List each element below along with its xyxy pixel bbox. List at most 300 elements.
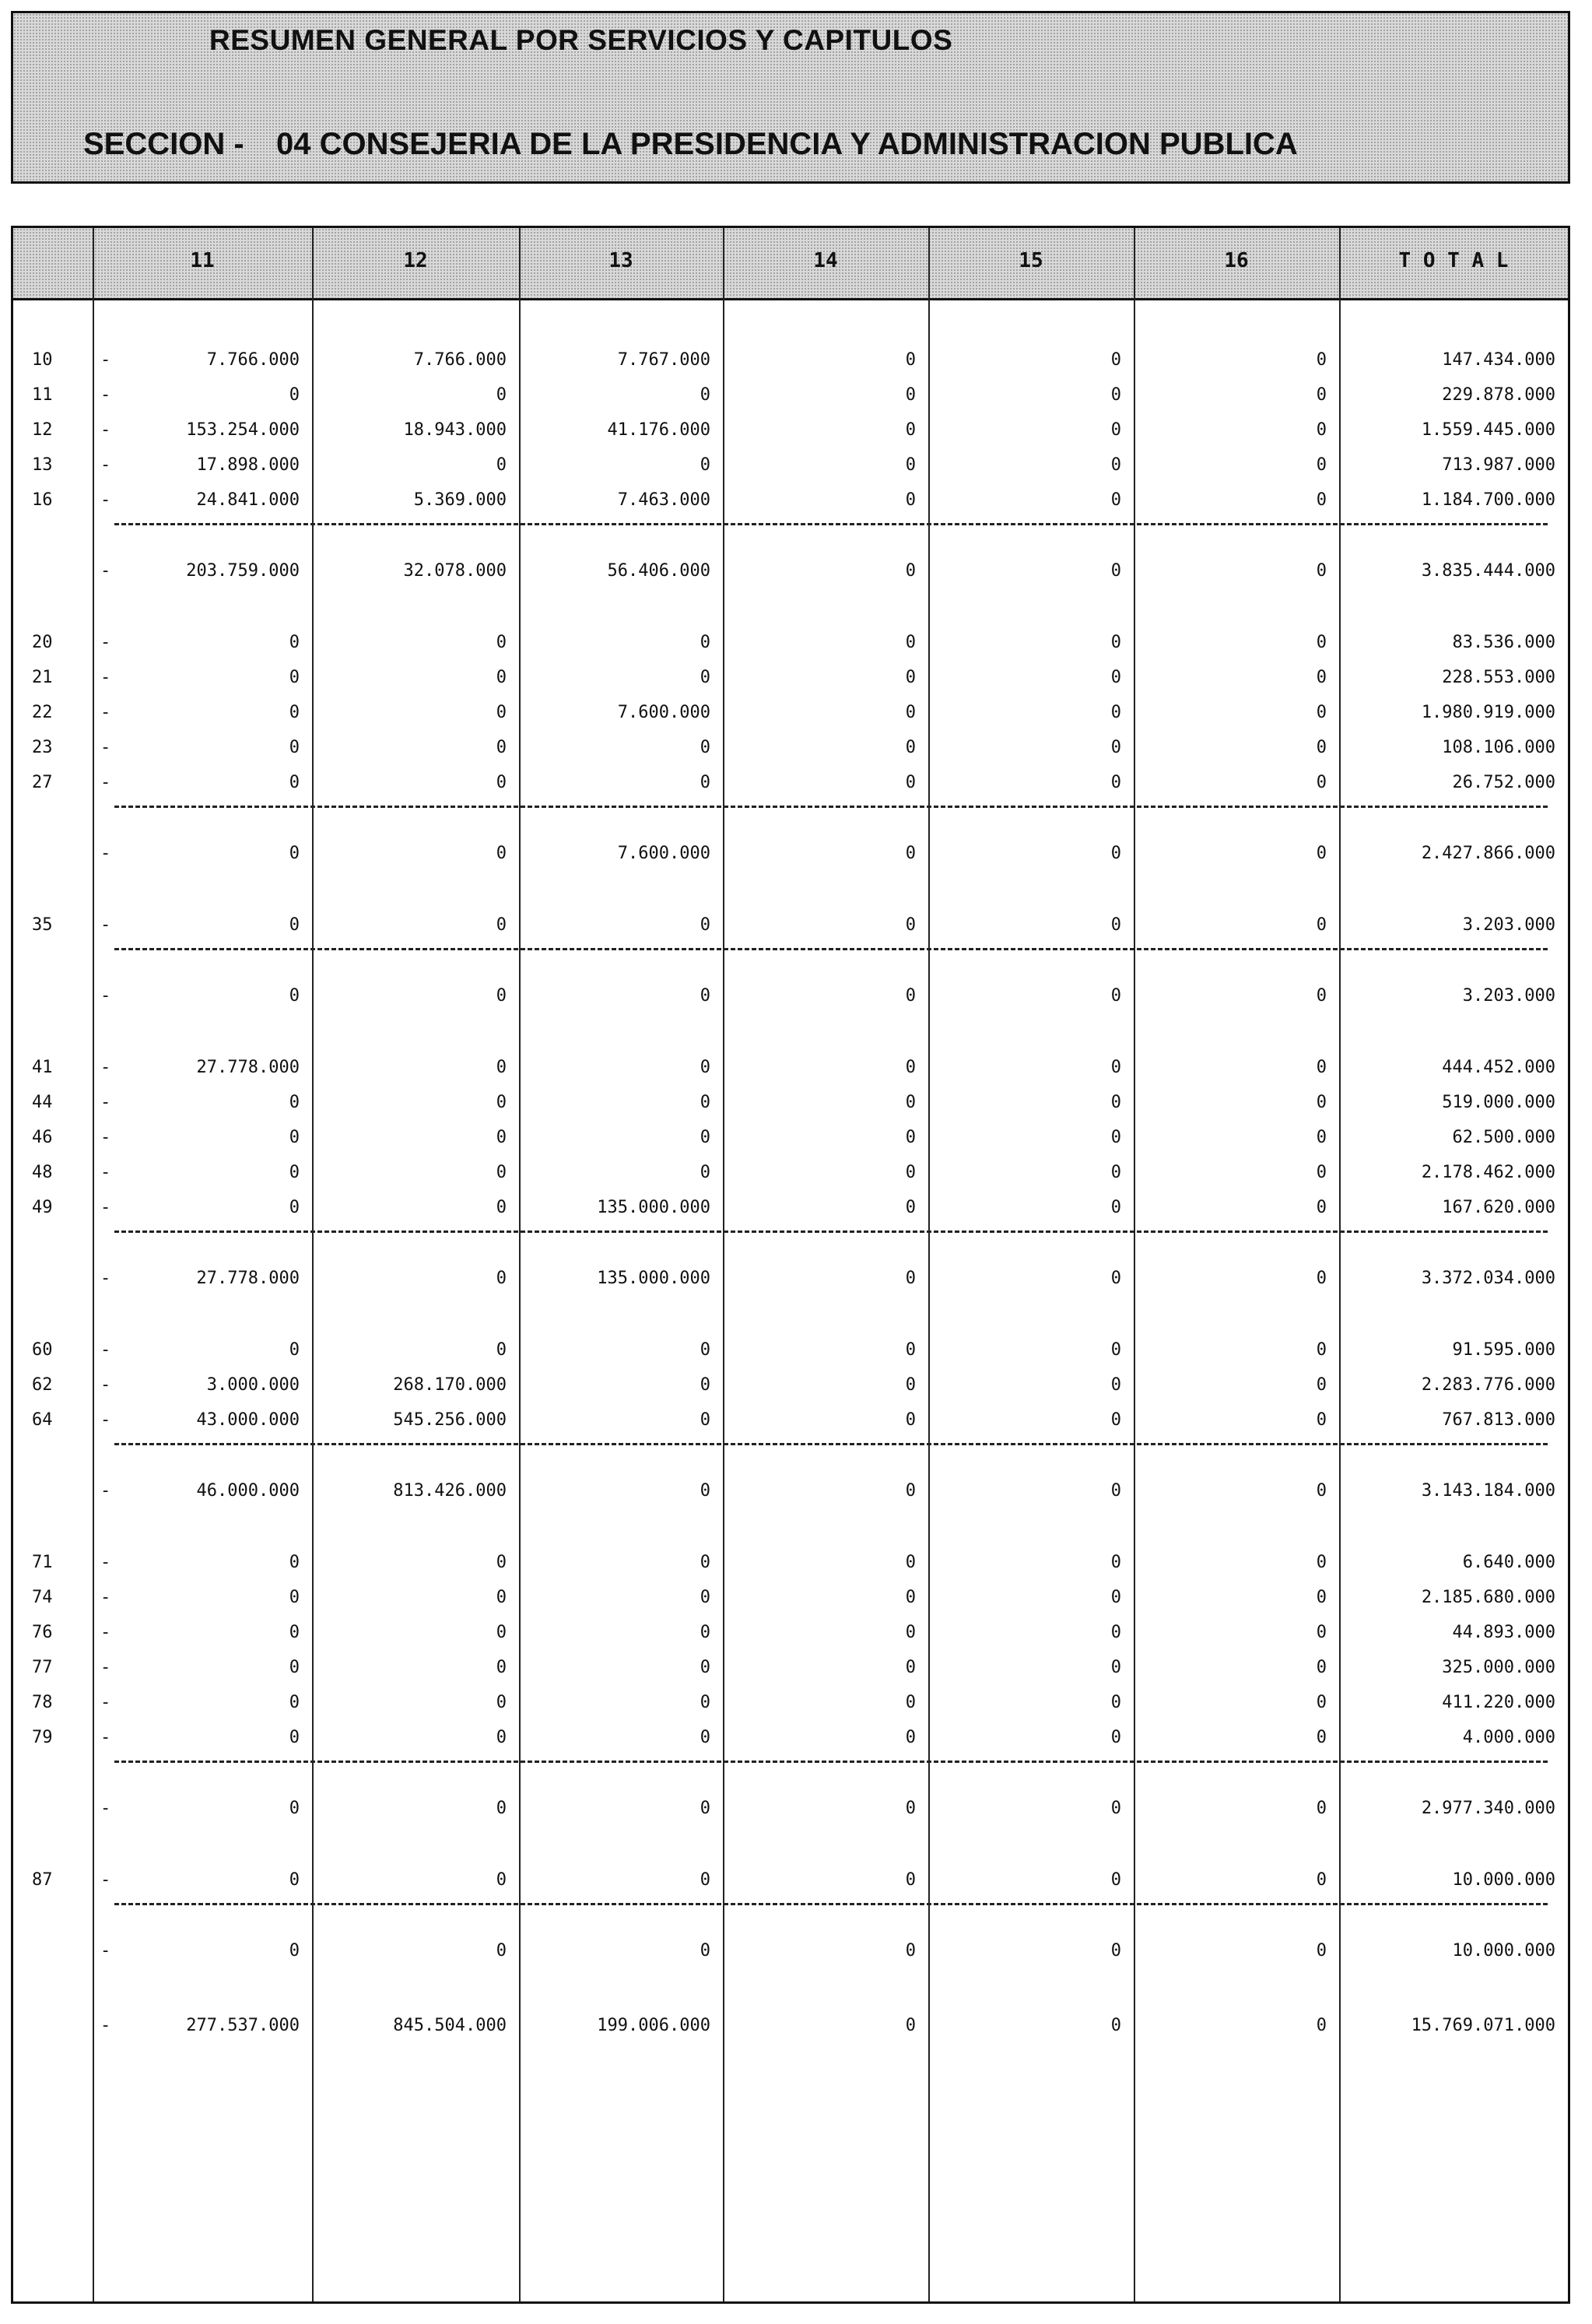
value-cell: 0 [1316,668,1327,687]
value-cell: 0 [1316,1553,1327,1572]
table-row [13,1651,1568,1685]
subtotal-separator [114,1230,1548,1233]
value-cell: 277.537.000 [186,2016,300,2035]
value-cell: 0 [905,1340,916,1360]
column-header: 14 [813,249,838,272]
row-dash: - [100,773,111,792]
value-cell: 0 [1316,1941,1327,1961]
chapter-code: 78 [32,1693,53,1712]
value-cell: 0 [496,1623,507,1642]
value-cell: 0 [905,420,916,440]
chapter-code: 87 [32,1870,53,1890]
value-cell: 0 [496,1728,507,1747]
value-cell: 0 [289,1588,300,1607]
table-row [13,1086,1568,1120]
table-row [13,626,1568,660]
value-cell: 0 [289,1728,300,1747]
value-cell: 7.600.000 [617,844,710,863]
value-cell: 27.778.000 [196,1269,300,1288]
value-cell: 0 [1110,1058,1121,1077]
value-cell: 0 [496,385,507,405]
report-header [11,11,1570,184]
value-cell: 0 [700,738,710,757]
value-cell: 0 [1316,1198,1327,1217]
value-cell: 0 [496,1198,507,1217]
row-dash: - [100,703,111,722]
chapter-code: 22 [32,703,53,722]
row-dash: - [100,1410,111,1430]
subtotal-separator [114,948,1548,950]
value-cell: 0 [1316,1728,1327,1747]
value-cell: 0 [289,1340,300,1360]
value-cell: 0 [700,455,710,475]
subtotal-row [13,1934,1568,1968]
value-cell: 0 [1110,385,1121,405]
value-cell: 10.000.000 [1452,1870,1555,1890]
value-cell: 1.559.445.000 [1421,420,1555,440]
value-cell: 0 [496,915,507,935]
value-cell: 0 [289,1128,300,1147]
subtotal-row [13,1262,1568,1296]
value-cell: 0 [1110,561,1121,581]
value-cell: 0 [1110,986,1121,1006]
chapter-code: 12 [32,420,53,440]
row-dash: - [100,986,111,1006]
summary-table [11,226,1570,2304]
value-cell: 0 [905,773,916,792]
value-cell: 0 [496,1588,507,1607]
value-cell: 0 [1110,1658,1121,1677]
value-cell: 108.106.000 [1442,738,1555,757]
value-cell: 0 [1110,1410,1121,1430]
value-cell: 7.463.000 [617,490,710,510]
value-cell: 0 [905,561,916,581]
value-cell: 0 [1110,1375,1121,1395]
value-cell: 0 [905,455,916,475]
chapter-code: 79 [32,1728,53,1747]
value-cell: 0 [700,1799,710,1818]
value-cell: 0 [905,1799,916,1818]
chapter-code: 13 [32,455,53,475]
value-cell: 0 [905,1128,916,1147]
value-cell: 0 [905,986,916,1006]
row-dash: - [100,1269,111,1288]
row-dash: - [100,1553,111,1572]
value-cell: 15.769.071.000 [1411,2016,1555,2035]
value-cell: 0 [1316,1870,1327,1890]
value-cell: 6.640.000 [1462,1553,1555,1572]
value-cell: 153.254.000 [186,420,300,440]
row-dash: - [100,1128,111,1147]
row-dash: - [100,2016,111,2035]
value-cell: 0 [1110,844,1121,863]
chapter-code: 77 [32,1658,53,1677]
value-cell: 0 [905,1410,916,1430]
value-cell: 0 [700,1870,710,1890]
value-cell: 0 [1110,1093,1121,1112]
chapter-code: 48 [32,1163,53,1182]
value-cell: 1.980.919.000 [1421,703,1555,722]
value-cell: 767.813.000 [1442,1410,1555,1430]
value-cell: 0 [700,1693,710,1712]
value-cell: 0 [289,633,300,652]
row-dash: - [100,1481,111,1501]
value-cell: 0 [905,703,916,722]
value-cell: 0 [1316,350,1327,370]
row-dash: - [100,1058,111,1077]
value-cell: 0 [1316,561,1327,581]
column-header: 15 [1019,249,1043,272]
row-dash: - [100,633,111,652]
value-cell: 0 [289,1658,300,1677]
table-row [13,1721,1568,1755]
value-cell: 27.778.000 [196,1058,300,1077]
value-cell: 7.766.000 [413,350,507,370]
subtotal-separator [114,523,1548,525]
subtotal-separator [114,806,1548,808]
value-cell: 0 [700,1623,710,1642]
value-cell: 0 [1316,633,1327,652]
value-cell: 0 [1110,1870,1121,1890]
value-cell: 0 [496,703,507,722]
value-cell: 0 [1316,773,1327,792]
value-cell: 0 [700,986,710,1006]
value-cell: 0 [289,1693,300,1712]
value-cell: 0 [289,844,300,863]
row-dash: - [100,1163,111,1182]
value-cell: 0 [496,1093,507,1112]
value-cell: 0 [496,1340,507,1360]
value-cell: 43.000.000 [196,1410,300,1430]
table-row [13,378,1568,412]
value-cell: 3.203.000 [1462,915,1555,935]
value-cell: 7.766.000 [206,350,300,370]
value-cell: 0 [496,668,507,687]
row-dash: - [100,1799,111,1818]
value-cell: 0 [905,633,916,652]
table-row [13,1863,1568,1897]
value-cell: 0 [905,1693,916,1712]
value-cell: 0 [496,1128,507,1147]
value-cell: 0 [496,773,507,792]
value-cell: 0 [1110,773,1121,792]
chapter-code: 74 [32,1588,53,1607]
value-cell: 0 [289,1163,300,1182]
row-dash: - [100,420,111,440]
value-cell: 0 [1316,986,1327,1006]
value-cell: 203.759.000 [186,561,300,581]
row-dash: - [100,490,111,510]
value-cell: 0 [289,385,300,405]
table-row [13,1333,1568,1367]
value-cell: 0 [905,1269,916,1288]
value-cell: 0 [905,1058,916,1077]
value-cell: 0 [700,633,710,652]
row-dash: - [100,350,111,370]
value-cell: 91.595.000 [1452,1340,1555,1360]
table-row [13,766,1568,800]
column-header: 11 [190,249,215,272]
value-cell: 0 [1316,1269,1327,1288]
value-cell: 0 [289,703,300,722]
chapter-code: 49 [32,1198,53,1217]
value-cell: 845.504.000 [393,2016,507,2035]
value-cell: 268.170.000 [393,1375,507,1395]
value-cell: 0 [1110,455,1121,475]
value-cell: 2.178.462.000 [1421,1163,1555,1182]
value-cell: 0 [496,1163,507,1182]
table-row [13,1121,1568,1155]
table-row [13,413,1568,448]
value-cell: 0 [1110,915,1121,935]
value-cell: 0 [700,1941,710,1961]
value-cell: 0 [1110,1941,1121,1961]
value-cell: 0 [905,668,916,687]
table-row [13,1686,1568,1720]
value-cell: 0 [1316,1340,1327,1360]
value-cell: 62.500.000 [1452,1128,1555,1147]
table-row [13,908,1568,943]
value-cell: 0 [496,1058,507,1077]
value-cell: 0 [905,1658,916,1677]
value-cell: 411.220.000 [1442,1693,1555,1712]
chapter-code: 41 [32,1058,53,1077]
value-cell: 0 [1316,703,1327,722]
subtotal-row [13,837,1568,871]
row-dash: - [100,1623,111,1642]
value-cell: 0 [1110,420,1121,440]
value-cell: 0 [700,1553,710,1572]
value-cell: 0 [1316,1658,1327,1677]
value-cell: 0 [1110,1799,1121,1818]
subtotal-row [13,979,1568,1013]
value-cell: 0 [1110,1198,1121,1217]
value-cell: 0 [289,1553,300,1572]
grand-total-row [13,2009,1568,2043]
value-cell: 147.434.000 [1442,350,1555,370]
table-row [13,731,1568,765]
value-cell: 56.406.000 [607,561,710,581]
value-cell: 0 [1110,738,1121,757]
chapter-code: 76 [32,1623,53,1642]
value-cell: 18.943.000 [403,420,507,440]
value-cell: 2.185.680.000 [1421,1588,1555,1607]
section-label: SECCION - [83,127,244,161]
value-cell: 0 [289,986,300,1006]
value-cell: 0 [905,915,916,935]
value-cell: 0 [700,1410,710,1430]
value-cell: 0 [905,1553,916,1572]
value-cell: 0 [700,1058,710,1077]
value-cell: 135.000.000 [597,1198,710,1217]
value-cell: 0 [496,986,507,1006]
value-cell: 0 [496,1269,507,1288]
value-cell: 0 [289,773,300,792]
value-cell: 0 [1316,2016,1327,2035]
table-row [13,1403,1568,1438]
value-cell: 0 [700,1093,710,1112]
value-cell: 0 [1110,490,1121,510]
table-row [13,1368,1568,1402]
value-cell: 3.203.000 [1462,986,1555,1006]
value-cell: 0 [289,1198,300,1217]
value-cell: 41.176.000 [607,420,710,440]
value-cell: 0 [905,1588,916,1607]
value-cell: 7.767.000 [617,350,710,370]
value-cell: 46.000.000 [196,1481,300,1501]
value-cell: 0 [1110,1269,1121,1288]
value-cell: 0 [1316,455,1327,475]
value-cell: 0 [496,1941,507,1961]
value-cell: 0 [1110,2016,1121,2035]
chapter-code: 23 [32,738,53,757]
row-dash: - [100,455,111,475]
value-cell: 325.000.000 [1442,1658,1555,1677]
value-cell: 0 [289,1623,300,1642]
value-cell: 0 [700,1588,710,1607]
value-cell: 0 [496,844,507,863]
value-cell: 0 [1316,738,1327,757]
value-cell: 0 [1316,1481,1327,1501]
table-row [13,483,1568,518]
row-dash: - [100,1728,111,1747]
value-cell: 0 [496,1693,507,1712]
value-cell: 0 [700,773,710,792]
value-cell: 0 [1110,1128,1121,1147]
value-cell: 5.369.000 [413,490,507,510]
value-cell: 0 [905,1093,916,1112]
table-row [13,1051,1568,1085]
column-header: 12 [403,249,428,272]
value-cell: 0 [700,1163,710,1182]
value-cell: 0 [905,350,916,370]
table-row [13,661,1568,695]
value-cell: 0 [905,1623,916,1642]
value-cell: 0 [289,915,300,935]
value-cell: 167.620.000 [1442,1198,1555,1217]
subtotal-separator [114,1761,1548,1763]
value-cell: 2.427.866.000 [1421,844,1555,863]
value-cell: 0 [905,738,916,757]
value-cell: 0 [1316,844,1327,863]
chapter-code: 35 [32,915,53,935]
table-row [13,343,1568,377]
value-cell: 0 [1316,915,1327,935]
row-dash: - [100,1870,111,1890]
value-cell: 0 [496,1870,507,1890]
value-cell: 0 [905,1375,916,1395]
value-cell: 0 [905,1198,916,1217]
value-cell: 0 [496,1658,507,1677]
value-cell: 0 [905,1163,916,1182]
value-cell: 0 [905,385,916,405]
row-dash: - [100,1198,111,1217]
value-cell: 0 [905,2016,916,2035]
value-cell: 0 [496,738,507,757]
row-dash: - [100,1588,111,1607]
value-cell: 0 [700,668,710,687]
chapter-code: 44 [32,1093,53,1112]
row-dash: - [100,1941,111,1961]
value-cell: 0 [1110,350,1121,370]
table-row [13,448,1568,483]
value-cell: 0 [496,633,507,652]
value-cell: 0 [496,455,507,475]
row-dash: - [100,1693,111,1712]
subtotal-row [13,554,1568,588]
value-cell: 0 [1316,1093,1327,1112]
value-cell: 0 [1316,490,1327,510]
value-cell: 0 [1316,1163,1327,1182]
value-cell: 0 [496,1553,507,1572]
value-cell: 0 [700,1375,710,1395]
value-cell: 17.898.000 [196,455,300,475]
value-cell: 0 [289,1941,300,1961]
row-dash: - [100,1093,111,1112]
row-dash: - [100,668,111,687]
value-cell: 0 [1110,1553,1121,1572]
chapter-code: 27 [32,773,53,792]
value-cell: 0 [1316,1410,1327,1430]
row-dash: - [100,561,111,581]
value-cell: 7.600.000 [617,703,710,722]
chapter-code: 21 [32,668,53,687]
table-row [13,1546,1568,1580]
value-cell: 3.000.000 [206,1375,300,1395]
value-cell: 0 [700,915,710,935]
table-row [13,1581,1568,1615]
table-row [13,1156,1568,1190]
value-cell: 83.536.000 [1452,633,1555,652]
value-cell: 0 [1110,1693,1121,1712]
value-cell: 0 [905,1870,916,1890]
value-cell: 0 [905,1941,916,1961]
value-cell: 0 [1316,1693,1327,1712]
value-cell: 713.987.000 [1442,455,1555,475]
value-cell: 444.452.000 [1442,1058,1555,1077]
column-header: 13 [608,249,633,272]
column-header: 16 [1224,249,1249,272]
value-cell: 26.752.000 [1452,773,1555,792]
row-dash: - [100,1340,111,1360]
column-header: T O T A L [1398,249,1509,272]
row-dash: - [100,915,111,935]
value-cell: 0 [1316,420,1327,440]
value-cell: 0 [1110,1623,1121,1642]
value-cell: 545.256.000 [393,1410,507,1430]
value-cell: 0 [1316,385,1327,405]
chapter-code: 11 [32,385,53,405]
row-dash: - [100,738,111,757]
value-cell: 519.000.000 [1442,1093,1555,1112]
chapter-code: 60 [32,1340,53,1360]
value-cell: 32.078.000 [403,561,507,581]
value-cell: 2.283.776.000 [1421,1375,1555,1395]
value-cell: 0 [700,1658,710,1677]
value-cell: 0 [905,1728,916,1747]
value-cell: 0 [1110,1163,1121,1182]
chapter-code: 20 [32,633,53,652]
chapter-code: 64 [32,1410,53,1430]
value-cell: 0 [1316,1588,1327,1607]
value-cell: 0 [289,1870,300,1890]
value-cell: 813.426.000 [393,1481,507,1501]
chapter-code: 71 [32,1553,53,1572]
value-cell: 0 [1110,1481,1121,1501]
value-cell: 135.000.000 [597,1269,710,1288]
value-cell: 0 [289,1799,300,1818]
chapter-code: 16 [32,490,53,510]
